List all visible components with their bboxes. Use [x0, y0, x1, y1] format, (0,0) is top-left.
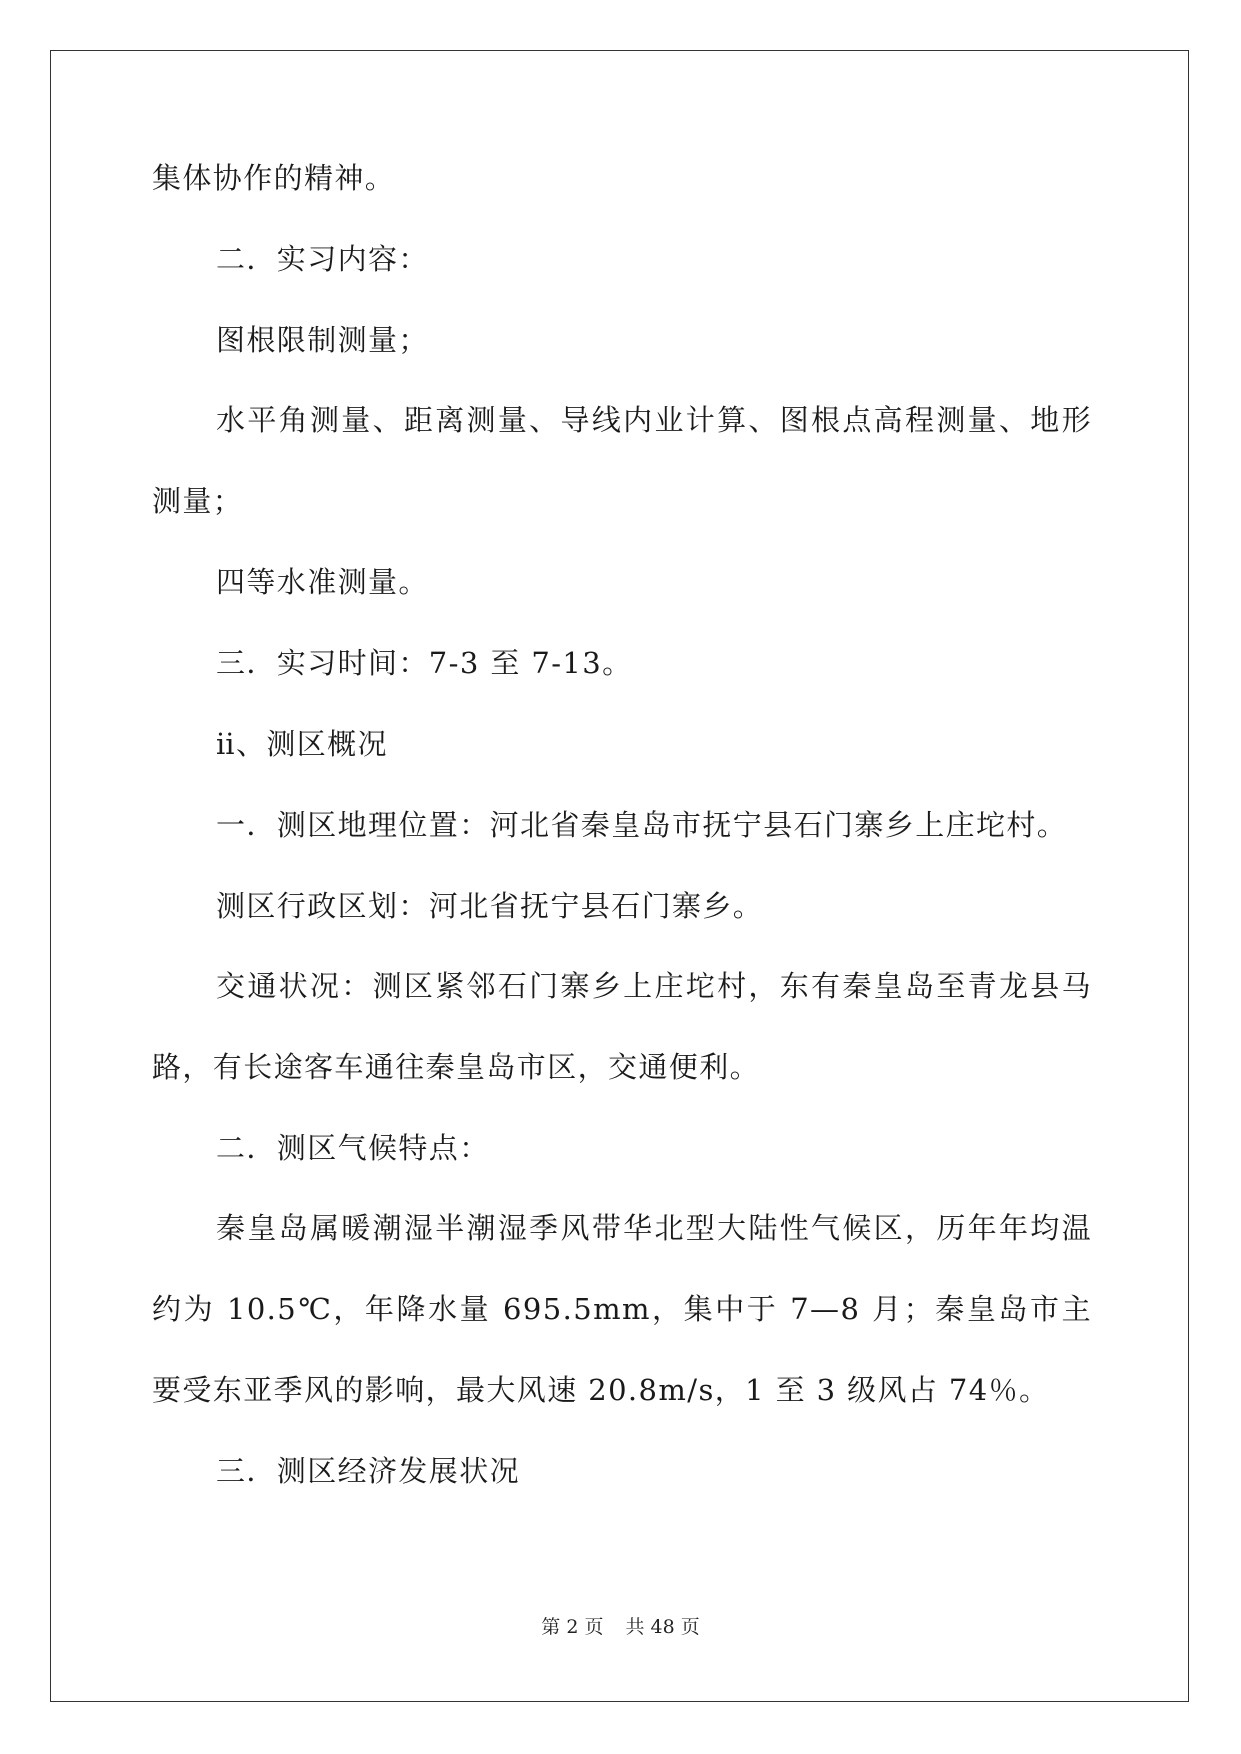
- paragraph: 秦皇岛属暖潮湿半潮湿季风带华北型大陆性气候区，历年年均温约为 10.5℃，年降水量 695.5mm，集中于 7—8 月；秦皇岛市主要受东亚季风的影响，最大风速 20.8m/s，1 至 3 级风占 74％。: [152, 1211, 1092, 1407]
- page-total: 共 48 页: [625, 1616, 700, 1638]
- paragraph: 测区行政区划：河北省抚宁县石门寨乡。: [216, 889, 764, 923]
- section-heading: 二．实习内容：: [216, 242, 429, 276]
- document-body: [152, 157, 1092, 1531]
- section-heading: ⅱ、测区概况: [216, 727, 388, 761]
- section-heading: 三．实习时间：7-3 至 7-13。: [216, 646, 633, 680]
- section-heading: 二．测区气候特点：: [216, 1131, 490, 1165]
- section-heading: 三．测区经济发展状况: [216, 1454, 521, 1488]
- paragraph: 四等水准测量。: [216, 565, 429, 599]
- page-footer: [0, 1612, 1241, 1639]
- paragraph: 水平角测量、距离测量、导线内业计算、图根点高程测量、地形测量；: [152, 403, 1092, 518]
- paragraph: 交通状况：测区紧邻石门寨乡上庄坨村，东有秦皇岛至青龙县马路，有长途客车通往秦皇岛市区，交通便利。: [152, 969, 1092, 1084]
- paragraph: 集体协作的精神。: [152, 161, 396, 195]
- section-heading: 一．测区地理位置：河北省秦皇岛市抚宁县石门寨乡上庄坨村。: [216, 808, 1068, 842]
- paragraph: 图根限制测量；: [216, 323, 429, 357]
- page-number: 第 2 页: [541, 1616, 604, 1638]
